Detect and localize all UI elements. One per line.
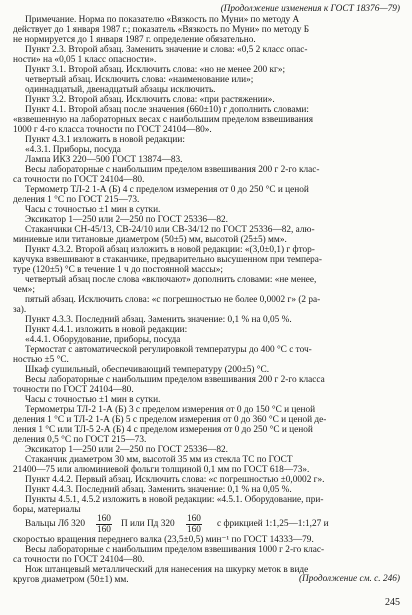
text-line: Эксикатор 1—250 или 2—250 по ГОСТ 25336—82. [25, 215, 228, 225]
text-line: Часы с точностью ±1 мин в сутки. [25, 205, 161, 215]
text-line: четвертый абзац после слова «включают» дополнить словами: «не менее, [25, 275, 317, 285]
text-line: Пункт 4.3.2. Второй абзац изложить в новой редакции: «(3,0±0,1) г фтор- [25, 245, 315, 255]
text-line: «4.3.1. Приборы, посуда [25, 145, 121, 155]
fraction-1-denominator: 160 [97, 525, 111, 534]
text-line: «4.4.1. Оборудование, приборы, посуда [25, 335, 181, 345]
text-line: Нож штанцевый металлический для нанесения на шкурку меток в виде [25, 565, 309, 575]
text-line: Лампа ИКЗ 220—500 ГОСТ 13874—83. [25, 155, 183, 165]
continuation-footer: (Продолжение см. с. 246) [298, 574, 400, 584]
text-line: четвертый абзац. Исключить слова: «наименование или»; [25, 75, 254, 85]
text-line: Стаканчик диаметром 30 мм, высотой 35 мм из стекла ТС по ГОСТ [25, 455, 293, 465]
text-line: кругов диаметром (50±1) мм. [13, 575, 129, 585]
text-line: 21400—75 или алюминиевой фольги толщиной 0,1 мм по ГОСТ 618—73». [13, 465, 310, 475]
text-line: Пункт 4.3.1 изложить в новой редакции: [25, 135, 185, 145]
text-line: са точности по ГОСТ 24104—80. [13, 175, 145, 185]
rolls-fraction-2 [186, 514, 202, 534]
text-line: Стаканчики СН-45/13, СВ-24/10 или СВ-34/12 по ГОСТ 25336—82, алю- [25, 225, 315, 235]
text-line: Пункт 3.1. Второй абзац. Исключить слова: «но не менее 200 кг»; [25, 65, 286, 75]
text-line: пятый абзац. Исключить слова: «с погрешностью не более 0,0002 г» (2 ра- [25, 295, 321, 305]
fraction-2-numerator: 160 [187, 514, 201, 524]
text-line: каучука взвешивают в стаканчике, предварительно высушенном при темпера- [13, 255, 322, 265]
text-line: Термостат с автоматической регулировкой температуры до 400 °С с точ- [25, 345, 312, 355]
text-line: Пункт 4.4.1. изложить в новой редакции: [25, 325, 188, 335]
text-line: не нормируется до 1 января 1987 г. определение обязательно. [13, 35, 256, 45]
text-line: Пункты 4.5.1, 4.5.2 изложить в новой редакции: «4.5.1. Оборудование, при- [25, 495, 324, 505]
text-line: Примечание. Норма по показателю «Вязкость по Муни» по методу А [25, 15, 300, 25]
text-line: действует до 1 января 1987 г.; показатель «Вязкость по Муни» по методу Б [13, 25, 310, 35]
text-line: Пункт 4.3.3. Последний абзац. Заменить значение: 0,1 % на 0,05 %. [25, 315, 292, 325]
text-line: са точности по ГОСТ 24104—80. [13, 555, 145, 565]
text-line: Пункт 3.2. Второй абзац. Исключить слова: «при растяжении». [25, 95, 275, 105]
rolls-middle: П или Пд 320 [121, 519, 175, 529]
rolls-end: с фрикцией 1:1,25—1:1,27 и [217, 519, 329, 529]
text-line: Шкаф сушильный, обеспечивающий температуру (200±5) °С. [25, 365, 270, 375]
text-line: ления 1 °С или ТЛ-5 2-А (Б) 4 с пределом измерения от 0 до 250 °С и ценой [13, 425, 313, 435]
text-line: боры, материалы [13, 505, 81, 515]
text-line: 1000 г 4-го класса точности по ГОСТ 24104—80». [13, 125, 212, 135]
text-line: Термометры ТЛ-2 1-А (Б) 3 с пределом измерения от 0 до 150 °С и ценой [25, 405, 316, 415]
text-line: Эксикатор 1—250 или 2—250 по ГОСТ 25336—82. [25, 445, 228, 455]
text-line: деления 1 °С по ГОСТ 215—73. [13, 195, 140, 205]
text-line: Весы лабораторные с наибольшим пределом взвешивания 200 г 2-го класса [25, 375, 325, 385]
text-line: Часы с точностью ±1 мин в сутки. [25, 395, 161, 405]
text-line: чем»; [13, 285, 35, 295]
text-line: «взвешенную на лабораторных весах с наибольшим пределом взвешивания [13, 115, 313, 125]
rolls-start: Вальцы Лб 320 [25, 519, 86, 529]
page-number: 245 [385, 598, 400, 608]
rolls-line [13, 514, 400, 534]
continuation-header: (Продолжение изменения к ГОСТ 18376—79) [220, 4, 400, 14]
text-line: Пункт 2.3. Второй абзац. Заменить значение и слова: «0,5 2 класс опас- [25, 45, 308, 55]
text-line: миниевые или титановые диаметром (50±5) мм, высотой (25±5) мм». [13, 235, 287, 245]
text-line: Пункт 4.4.3. Последний абзац. Заменить значение: 0,1 % на 0,05 %. [25, 485, 292, 495]
fraction-2-denominator: 160 [187, 525, 201, 534]
fraction-1-numerator: 160 [97, 514, 111, 524]
rolls-fraction-1 [96, 514, 112, 534]
text-line: ностью ±5 °С. [13, 355, 69, 365]
text-line: деления 1 °С и ТЛ-2 1-А (Б) 5 с пределом измерения от 0 до 360 °С и ценой де- [13, 415, 327, 425]
text-line: Термометр ТЛ-2 1-А (Б) 4 с пределом измерения от 0 до 250 °С и ценой [25, 185, 309, 195]
text-line: одиннадцатый, двенадцатый абзацы исключить. [25, 85, 216, 95]
text-line: Весы лабораторные с наибольшим пределом взвешивания 200 г 2-го клас- [25, 165, 320, 175]
text-line: ности» на «0,05 1 класс опасности». [13, 55, 157, 65]
text-line: скоростью вращения переднего валка (23,5±0,5) мин⁻¹ по ГОСТ 14333—79. [13, 535, 314, 545]
text-line: за). [13, 305, 27, 315]
text-line: Пункт 4.4.2. Первый абзац. Исключить слова: «с погрешностью ±0,0002 г». [25, 475, 325, 485]
text-line: Весы лабораторные с наибольшим пределом взвешивания 1000 г 2-го клас- [25, 545, 325, 555]
text-line: туре (120±5) °С в течение 1 ч до постоянной массы»; [13, 265, 223, 275]
text-line: точности по ГОСТ 24104—80. [13, 385, 134, 395]
text-line: Пункт 4.1. Второй абзац после значения (660±10) г дополнить словами: [25, 105, 309, 115]
text-line: деления 0,5 °С по ГОСТ 215—73. [13, 435, 147, 445]
